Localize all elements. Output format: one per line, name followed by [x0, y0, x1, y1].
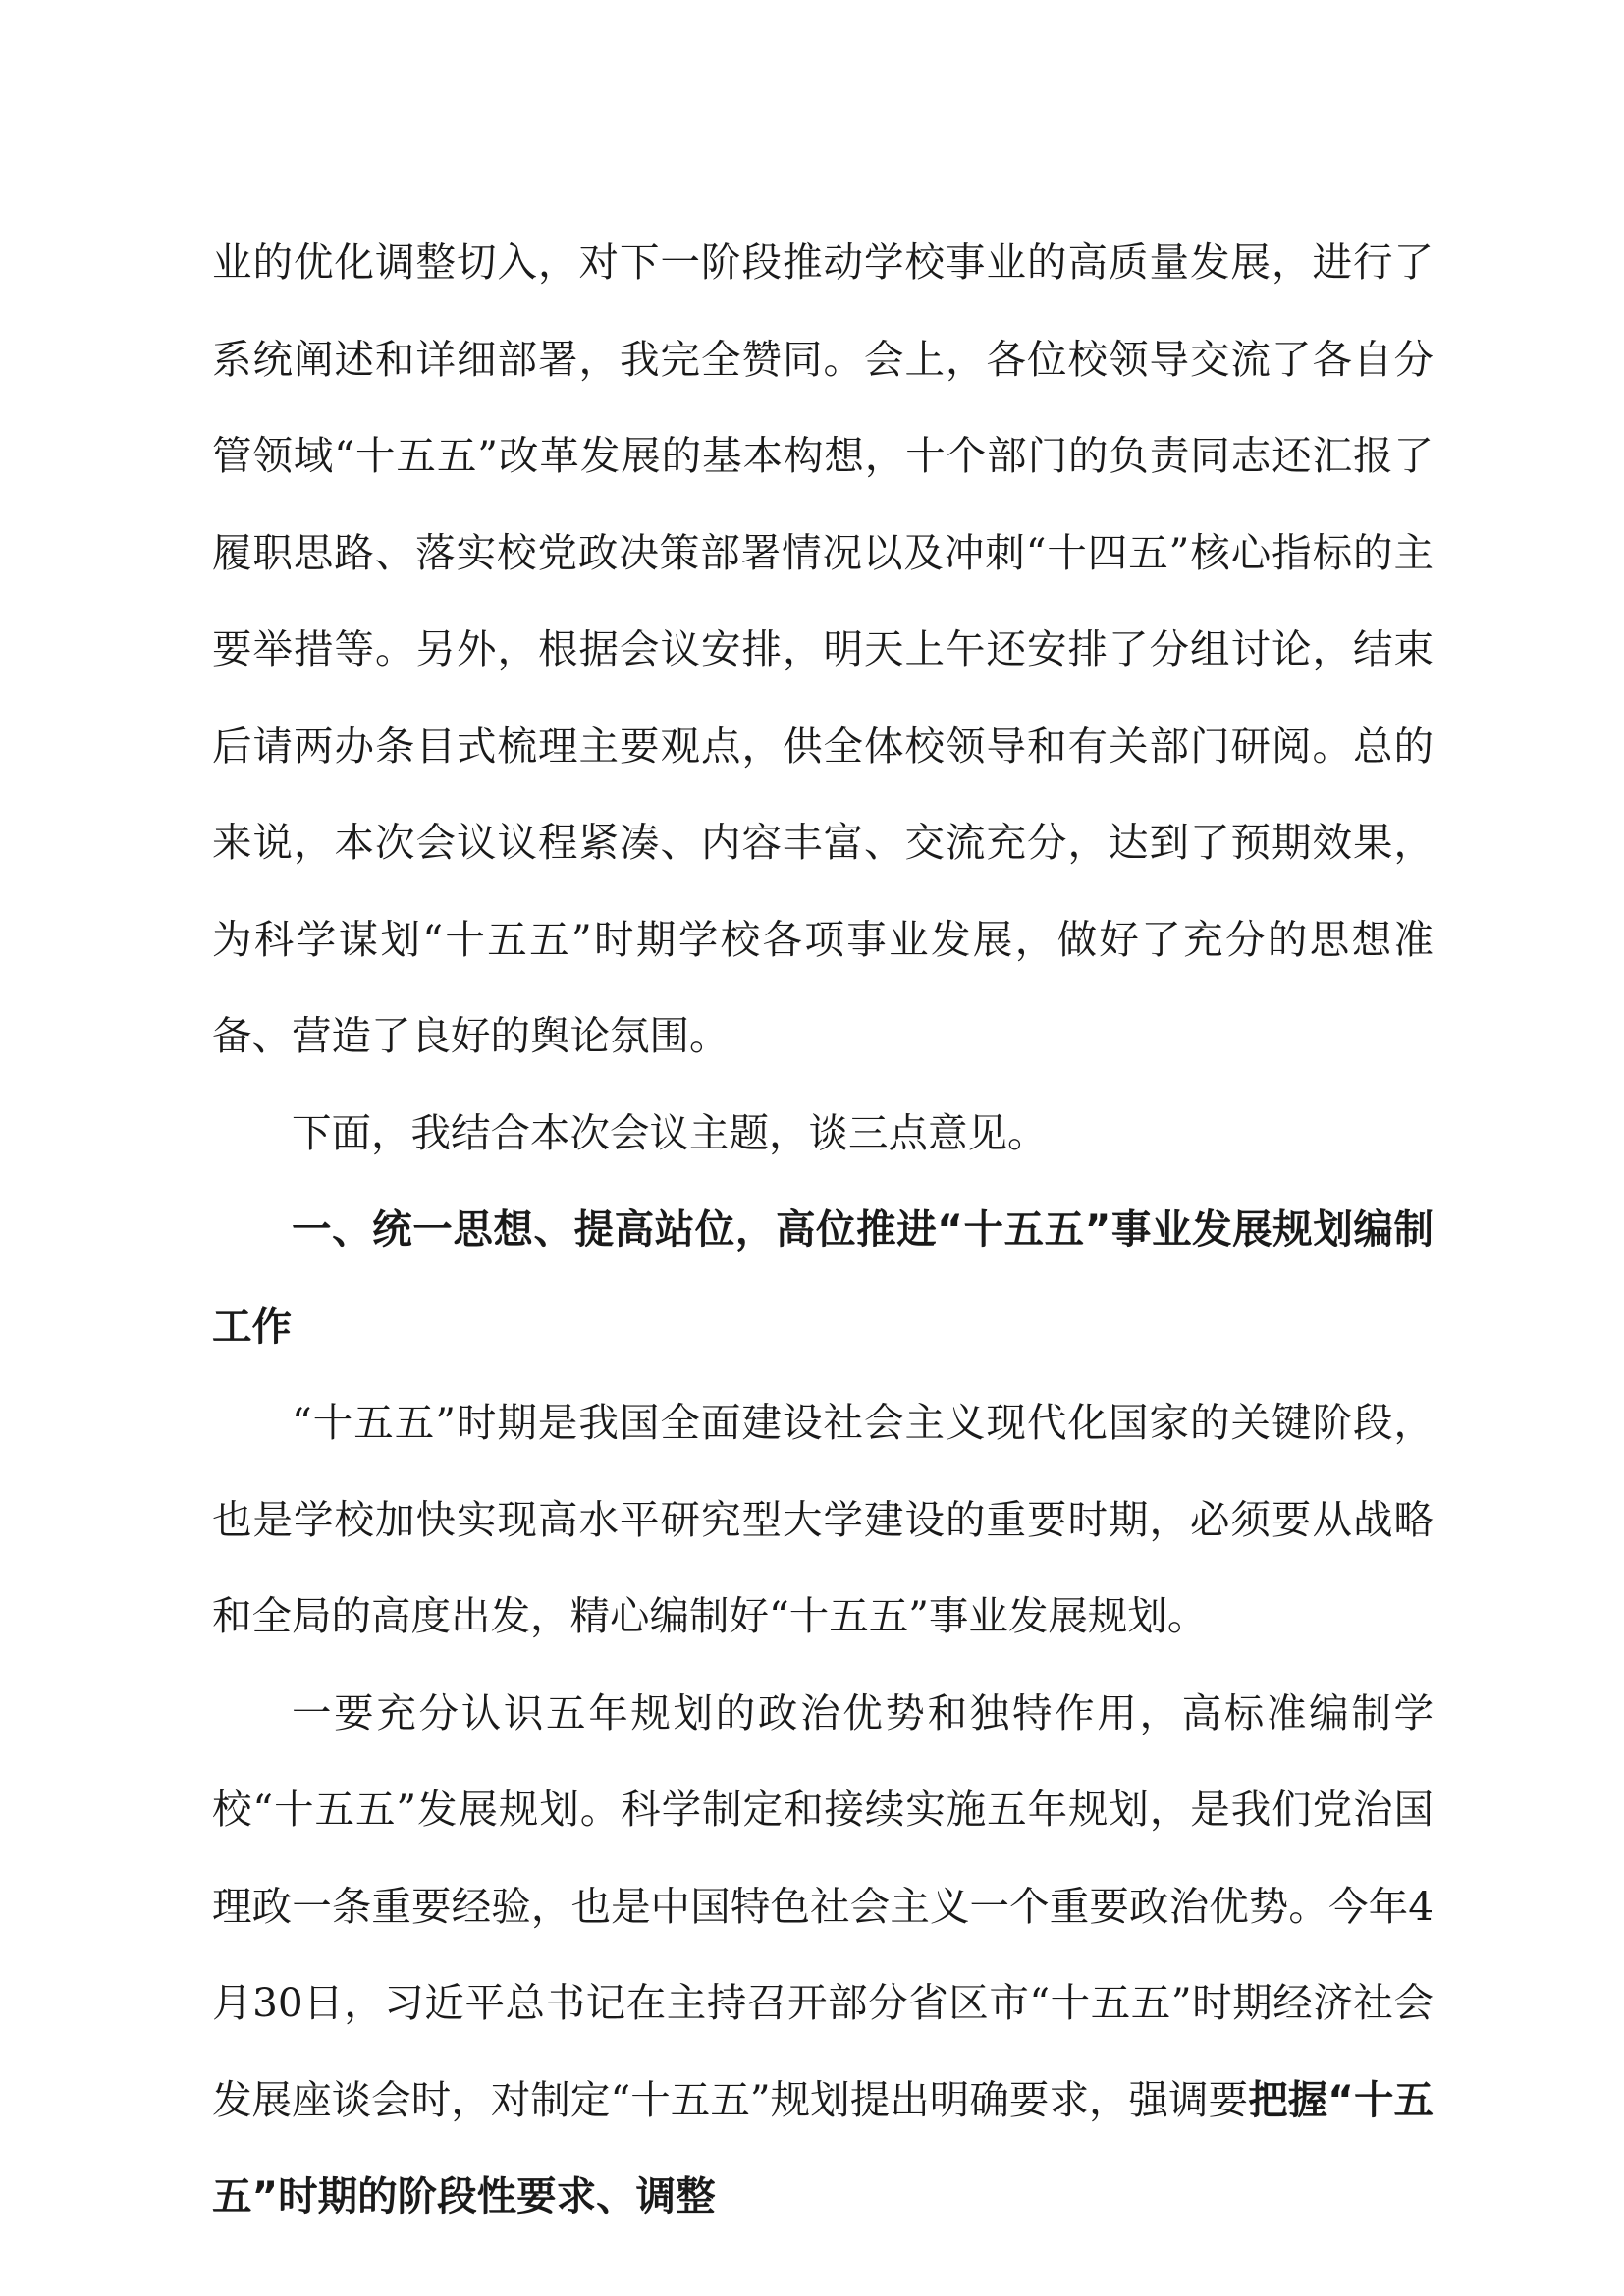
paragraph-intro-opinions: 下面，我结合本次会议主题，谈三点意见。	[292, 1108, 1048, 1156]
paragraph-point-one	[212, 1665, 1434, 2245]
section-heading-one: 一、统一思想、提高站位，高位推进“十五五”事业发展规划编制工作	[212, 1205, 1434, 1350]
paragraph-point-one-bold-text: 把握“十五五”时期的阶段性要求、调整	[212, 2075, 1434, 2219]
paragraph-continuation: 业的优化调整切入，对下一阶段推动学校事业的高质量发展，进行了系统阐述和详细部署，我完全赞同。会上，各位校领导交流了各自分管领域“十五五”改革发展的基本构想，十个部门的负责同志还汇报了履职思路、落实校党政决策部署情况以及冲刺“十四五”核心指标的主要举措等。另外，根据会议安排，明天上午还安排了分组讨论，结束后请两办条目式梳理主要观点，供全体校领导和有关部门研阅。总的来说，本次会议议程紧凑、内容丰富、交流充分，达到了预期效果，为科学谋划“十五五”时期学校各项事业发展，做好了充分的思想准备、营造了良好的舆论氛围。	[212, 239, 1434, 1059]
paragraph-key-period: “十五五”时期是我国全面建设社会主义现代化国家的关键阶段，也是学校加快实现高水平研究型大学建设的重要时期，必须要从战略和全局的高度出发，精心编制好“十五五”事业发展规划。	[212, 1399, 1434, 1639]
paragraph-point-one-text: 一要充分认识五年规划的政治优势和独特作用，高标准编制学校“十五五”发展规划。科学制定和接续实施五年规划，是我们党治国理政一条重要经验，也是中国特色社会主义一个重要政治优势。今年4月30日，习近平总书记在主持召开部分省区市“十五五”时期经济社会发展座谈会时，对制定“十五五”规划提出明确要求，强调要	[212, 1688, 1434, 2123]
document-body	[212, 214, 1434, 2245]
